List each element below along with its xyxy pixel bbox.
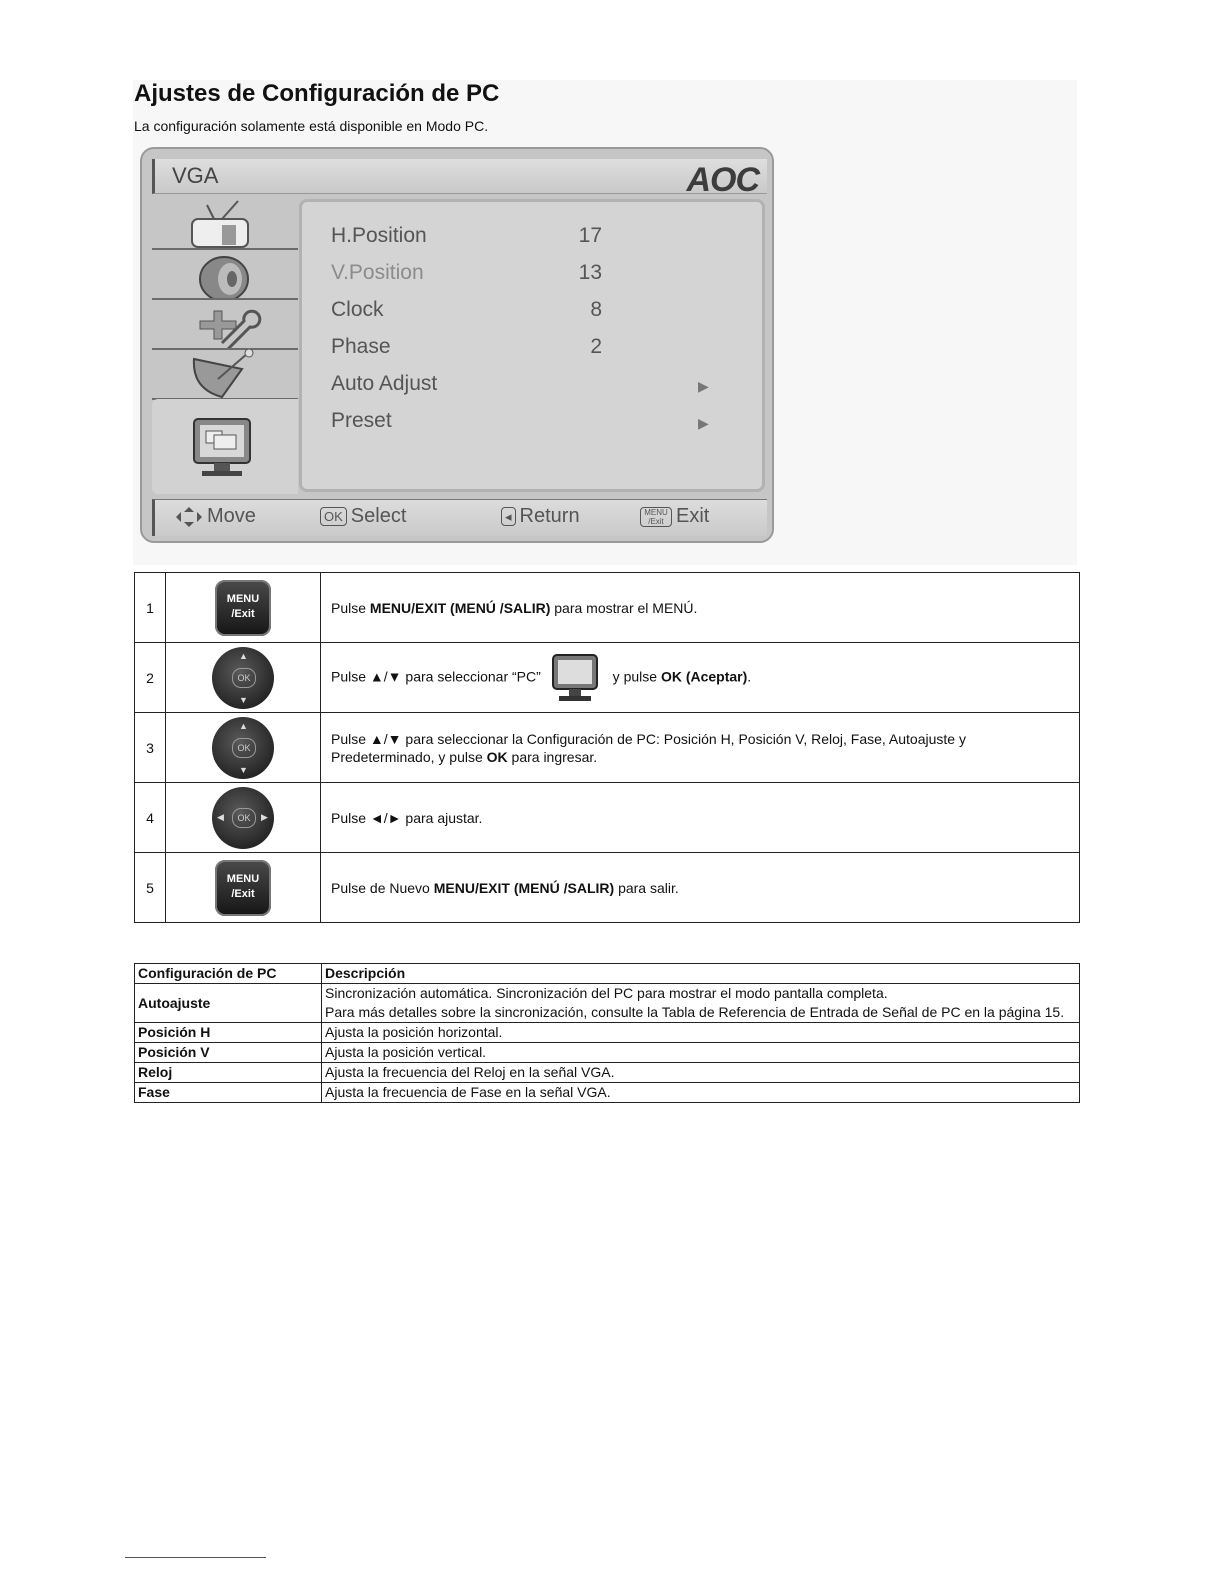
osd-item-v-position[interactable]: V.Position (331, 261, 424, 284)
dpad-left-right-icon: ◀ OK ▶ (212, 787, 274, 849)
step-number: 4 (135, 783, 166, 853)
column-header: Configuración de PC (135, 964, 322, 984)
left-key-icon: ◂ (501, 507, 516, 526)
table-row (135, 1043, 1080, 1063)
osd-item-auto-adjust[interactable]: Auto Adjust (331, 372, 438, 395)
table-row (135, 853, 1080, 923)
step-text-post: para mostrar el MENÚ. (550, 599, 698, 616)
osd-settings-panel (299, 199, 765, 492)
osd-menu (140, 147, 774, 543)
chevron-right-icon: ▶ (698, 415, 709, 431)
osd-value-h-position: 17 (578, 224, 602, 247)
osd-hint-return (501, 505, 580, 528)
step-text-pre: Pulse ◄/► para ajustar. (331, 809, 483, 826)
step-icon-cell (166, 643, 321, 713)
step-text-bold: OK (Aceptar) (660, 668, 748, 685)
step-text (321, 783, 1080, 853)
osd-hint-move-label: Move (207, 505, 256, 527)
osd-item-clock[interactable]: Clock (331, 298, 384, 321)
osd-hint-move (175, 505, 256, 528)
pc-monitor-icon (551, 653, 599, 703)
step-text-post: . (747, 668, 752, 685)
page-title: Ajustes de Configuración de PC (134, 80, 500, 107)
table-row (135, 783, 1080, 853)
osd-hint-select-label: Select (350, 505, 407, 527)
setting-description (322, 984, 1080, 1023)
table-row (135, 1083, 1080, 1103)
step-number: 5 (135, 853, 166, 923)
step-text-bold: OK (486, 748, 508, 765)
setting-description-line: Para más detalles sobre la sincronización, consulte la Tabla de Referencia de Entrada de Señal de PC en la página 15. (325, 1004, 1065, 1020)
table-row (135, 1023, 1080, 1043)
step-icon-cell (166, 853, 321, 923)
table-row (135, 573, 1080, 643)
setting-name: Autoajuste (135, 984, 322, 1023)
step-text-post: para salir. (614, 879, 679, 896)
dpad-up-down-icon: ▲ OK ▼ (212, 647, 274, 709)
menu-exit-button-icon: MENU /Exit (215, 860, 271, 916)
step-text-bold: MENU/EXIT (MENÚ /SALIR) (369, 599, 551, 616)
step-text-bold: MENU/EXIT (MENÚ /SALIR) (433, 879, 615, 896)
setting-description-line: Sincronización automática. Sincronización del PC para mostrar el modo pantalla completa. (325, 985, 888, 1001)
osd-value-clock: 8 (590, 298, 602, 321)
table-header-row (135, 964, 1080, 984)
step-text-post: para ingresar. (507, 748, 598, 765)
chevron-right-icon: ▶ (698, 378, 709, 394)
osd-item-h-position[interactable]: H.Position (331, 224, 427, 247)
step-icon-cell (166, 713, 321, 783)
osd-tab-channel[interactable] (152, 349, 298, 400)
table-row (135, 643, 1080, 713)
step-text (321, 713, 1080, 783)
pc-monitor-icon (152, 399, 298, 494)
ok-key-label: OK (232, 738, 256, 758)
osd-hint-select (320, 505, 406, 528)
ok-key-label: OK (232, 808, 256, 828)
ok-key-label: OK (232, 668, 256, 688)
table-row (135, 984, 1080, 1023)
step-text-pre: Pulse de Nuevo (331, 879, 434, 896)
step-icon-cell (166, 783, 321, 853)
osd-header (152, 159, 767, 199)
osd-hint-return-label: Return (519, 505, 580, 527)
setting-name: Fase (135, 1083, 322, 1103)
step-text-pre: Pulse ▲/▼ para seleccionar “PC” (331, 668, 541, 685)
setting-name: Posición H (135, 1023, 322, 1043)
setting-description: Ajusta la posición horizontal. (322, 1023, 1080, 1043)
menu-exit-button-icon: MENU /Exit (215, 580, 271, 636)
description-table (134, 963, 1080, 1103)
setting-name: Reloj (135, 1063, 322, 1083)
osd-tab-audio[interactable] (152, 249, 298, 300)
osd-footer (152, 499, 767, 536)
osd-value-v-position: 13 (578, 261, 602, 284)
setting-name: Posición V (135, 1043, 322, 1063)
table-row (135, 713, 1080, 783)
steps-table (134, 572, 1080, 923)
step-text-pre: Pulse (331, 599, 370, 616)
osd-value-phase: 2 (590, 335, 602, 358)
osd-source-label: VGA (172, 163, 219, 188)
osd-item-phase[interactable]: Phase (331, 335, 391, 358)
osd-tab-pc[interactable] (152, 399, 298, 494)
table-row (135, 1063, 1080, 1083)
step-text (321, 853, 1080, 923)
tv-icon (152, 199, 298, 248)
step-text-mid: y pulse (608, 668, 661, 685)
setting-description: Ajusta la posición vertical. (322, 1043, 1080, 1063)
page-subtitle: La configuración solamente está disponible en Modo PC. (134, 118, 489, 134)
menu-key-icon: MENU /Exit (640, 507, 672, 527)
step-icon-cell (166, 573, 321, 643)
step-text (321, 643, 1080, 713)
satellite-icon (152, 349, 298, 398)
osd-tab-tv[interactable] (152, 199, 298, 250)
dpad-up-down-icon: ▲ OK ▼ (212, 717, 274, 779)
osd-tab-setup[interactable] (152, 299, 298, 350)
setting-description: Ajusta la frecuencia de Fase en la señal VGA. (322, 1083, 1080, 1103)
footnote-divider (125, 1557, 266, 1558)
step-text (321, 573, 1080, 643)
step-number: 3 (135, 713, 166, 783)
ok-key-icon: OK (320, 507, 347, 526)
tools-icon (152, 299, 298, 348)
aoc-logo: AOC (686, 161, 759, 199)
speaker-icon (152, 249, 298, 298)
setting-description: Ajusta la frecuencia del Reloj en la señal VGA. (322, 1063, 1080, 1083)
osd-hint-exit (640, 505, 709, 528)
osd-hint-exit-label: Exit (676, 505, 710, 527)
osd-item-preset[interactable]: Preset (331, 409, 392, 432)
step-text-pre: Pulse ▲/▼ para seleccionar la Configuración de PC: Posición H, Posición V, Reloj, Fase, Autoajuste y Predeterminado, y pulse (331, 730, 966, 765)
osd-sidebar (152, 199, 298, 499)
column-header: Descripción (322, 964, 1080, 984)
step-number: 2 (135, 643, 166, 713)
move-arrows-icon (175, 506, 203, 528)
step-number: 1 (135, 573, 166, 643)
